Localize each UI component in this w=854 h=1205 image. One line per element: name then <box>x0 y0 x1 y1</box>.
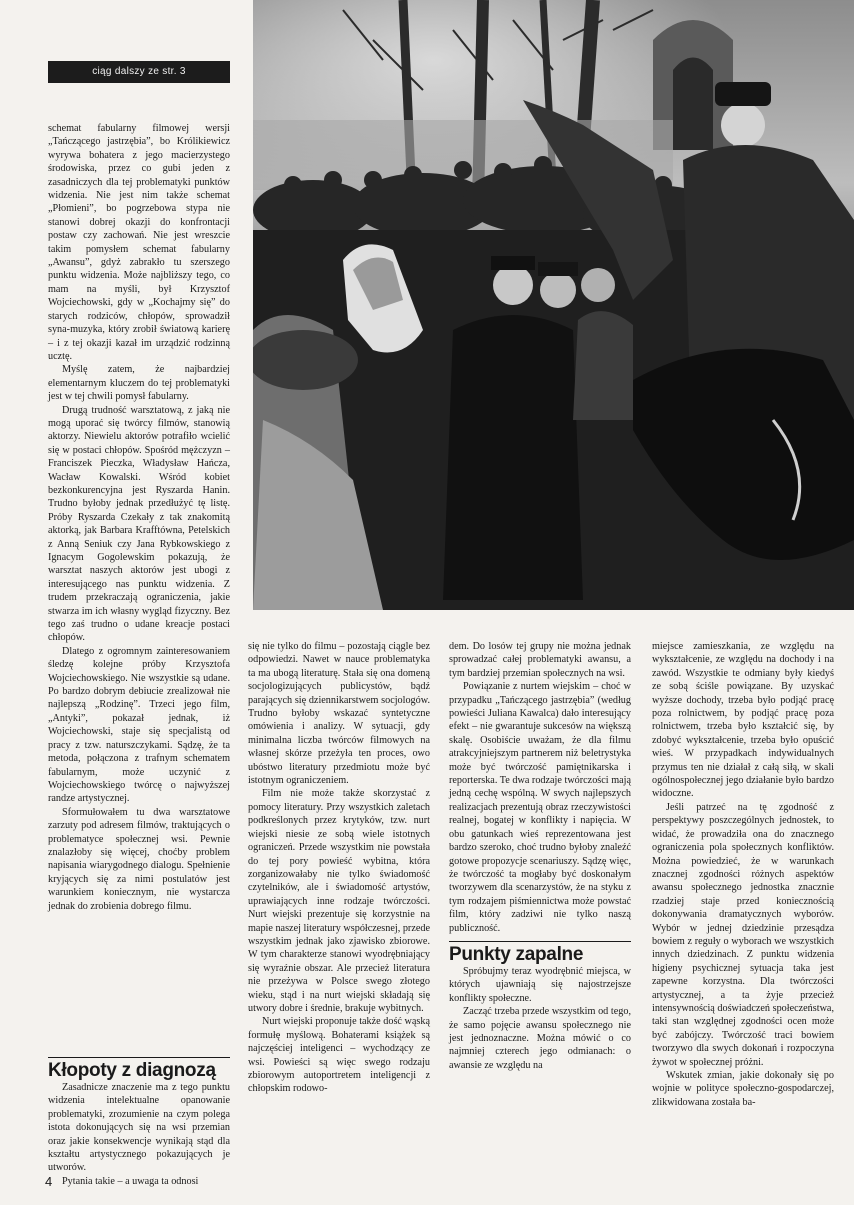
paragraph: Zacząć trzeba przede wszystkim od tego, że samo pojęcie awansu społecznego nie jest jednoznaczne. Można mówić o co najmniej czterech jego odmianach: o awansie ze względu na <box>449 1006 631 1071</box>
photo-illustration <box>253 0 854 610</box>
film-still-photo <box>253 0 854 610</box>
paragraph: Sformułowałem tu dwa warsztatowe zarzuty pod adresem filmów, traktujących o problematyce społecznej wsi. Pewnie znalazłoby się więcej, choćby problem napisania wiarygodnego dialogu. Spełnienie kryjących się za nimi postulatów jest warunkiem koniecznym, nie wystarcza jednak do zrobienia dobrego filmu. <box>48 806 230 912</box>
paragraph: Drugą trudność warsztatową, z jaką nie mogą uporać się twórcy filmów, stanowią aktorzy. Niewielu aktorów potrafiło wcielić się w postaci chłopów. Spośród mężczyzn – Franciszek Pieczka, Władysław Hańcza, Wacław Kowalski. Wśród kobiet bezkonkurencyjna jest Ryszarda Hanin. Trudno byłoby jednak przedłużyć tę listę. Próby Ryszarda Czekały z tak znakomitą aktorką, jak Barbara Krafftówna, Petelskich z Anną Seniuk czy Jana Rybkowskiego z Ignacym Gogolewskim pokazują, że warsztat naszych aktorów jest ubogi z interesującego nas punktu widzenia. Z trudem przekraczają ograniczenia, jakie stwarza im ich własny wygląd fizyczny. Bez tego zaś trudno o udane kreacje postaci chłopów. <box>48 404 230 644</box>
paragraph: schemat fabularny filmowej wersji „Tańczącego jastrzębia”, bo Królikiewicz wyrywa bohatera z jego macierzystego środowiska, przez co gubi jeden z zasadniczych dla tej problematyki punktów widzenia. Nie jest nim także schemat „Płomieni”, bo pogrzebowa stypa nie stanowi dobrej okazji do konfrontacji postaw czy zachowań. Nie jest wreszcie takim pomysłem schemat fabularny „Awansu”, gdyż zabrakło tu szerszego punktu widzenia. Może najbliższy tego, co mam na myśli, był Krzysztof Wojciechowski, gdy w „Kochajmy się” do starych rodziców, chłopów, sprowadził syna-muzyka, który zrobił światową karierę – i z tej okazji kazał im urządzić rodzinną ucztę. <box>48 123 230 362</box>
section-heading: Kłopoty z diagnozą <box>48 1060 216 1081</box>
paragraph: Zasadnicze znaczenie ma z tego punktu widzenia intelektualne opanowanie problematyki, zrozumienie na czym polega istota dokonujących się na wsi przemian oraz jakie konsekwencje wynikają stąd dla kształtu artystycznego pokazujących je utworów. <box>48 1082 230 1174</box>
column-2 <box>248 640 430 1096</box>
section-heading: Punkty zapalne <box>449 943 584 965</box>
paragraph: miejsce zamieszkania, ze względu na wykształcenie, ze względu na dochody i na zawód. Wszystkie te odmiany były kiedyś ze sobą ściśle powiązane. By uzyskać wyższe dochody, trzeba było podjąć pracę poza rolnictwem, by podjąć pracę poza rolnictwem, trzeba było kształcić się, by zdobyć wykształcenie, trzeba było opuścić wieś. W przypadkach indywidualnych przymus ten nie działał z całą siłą, w skali ogólnospołecznej jego działanie było bardzo widoczne. <box>652 641 834 800</box>
page-number: 4 <box>45 1174 53 1189</box>
paragraph: Pytania takie – a uwaga ta odnosi <box>62 1175 199 1187</box>
continued-banner: ciąg dalszy ze str. 3 <box>48 61 230 83</box>
paragraph: Film nie może także skorzystać z pomocy literatury. Przy wszystkich zaletach podkreślonych przez krytyków, tzw. nurt wiejski niesie ze sobą wiele istotnych ograniczeń. Przede wszystkim nie powstała do tej pory powieść wybitna, która zorganizowałaby nie tylko świadomość czytelników, ale i świadomość artystów, uprawiających inne rodzaje twórczości. Nurt wiejski prezentuje się korzystnie na mapie naszej literatury współczesnej, przede wszystkim jednak jako zjawisko zbiorowe. W tym charakterze stanowi wyodrębniający się wyraźnie obszar. Ale przecież literatura nie przeżywa w Polsce swego złotego wieku, stąd i na nurt wiejski składają się utwory dobre i średnie, brakuje wybitnych. <box>248 788 430 1014</box>
paragraph: Jeśli patrzeć na tę zgodność z perspektywy poszczególnych jednostek, to widać, że prowadziła ona do znacznego ograniczenia pola społecznych konfliktów. Można powiedzieć, że w warunkach znacznej zgodności różnych aspektów awansu społecznego jednostka znacznie rzadziej staje przed koniecznością dokonywania dramatycznych wyborów. Wybór w jednej dziedzinie przesądza bowiem z reguły o wyborach we wszystkich innych dziedzinach. Z punktu widzenia higieny psychicznej sytuacja taka jest zapewne korzystna. Dla twórczości artystycznej, a ta żyje przecież intensywnością doświadczeń społeczeństwa, taki stan względnej zgodności ocen może być zabójczy. Twórczość traci bowiem tworzywo dla swych dokonań i rozpoczyna żywot w społecznej próżni. <box>652 801 834 1068</box>
paragraph: Dlatego z ogromnym zainteresowaniem śledzę kolejne próby Krzysztofa Wojciechowskiego. Nie wszystkie są udane. Po bardzo dobrym debiucie zrealizował nie najlepszą „Rodzinę”. Trzeci jego film, „Antyki”, pokazał jednak, iż Wojciechowski, staje się specjalistą od pracy z tzw. naturszczykami. Sądzę, że ta metoda, połączona z trafnym schematem fabularnym, może uczynić z Wojciechowskiego twórcę o najwyższej randze artystycznej. <box>48 645 230 805</box>
column-1-bottom <box>48 1053 230 1188</box>
column-4 <box>652 640 834 1109</box>
paragraph: Spróbujmy teraz wyodrębnić miejsca, w których ujawniają się najostrzejsze konflikty społeczne. <box>449 965 631 1004</box>
paragraph: dem. Do losów tej grupy nie można jednak sprowadzać całej problematyki awansu, a tym bardziej przemian społecznych na wsi. <box>449 641 631 679</box>
paragraph: Wskutek zmian, jakie dokonały się po wojnie w polityce społeczno-gospodarczej, zlikwidowana została ba- <box>652 1070 834 1108</box>
paragraph: Powiązanie z nurtem wiejskim – choć w przypadku „Tańczącego jastrzębia” (według powieści Juliana Kawalca) dało interesujący efekt – nie gwarantuje sukcesów na większą skalę. Osobiście uważam, że dla filmu atrakcyjniejszym partnerem niż beletrystyka może być twórczość pamiętnikarska i reporterska. Te dwa rodzaje twórczości mają jedną cechę wspólną. W swych najlepszych realizacjach prezentują obraz rzeczywistości realnej, bogatej w konflikty i napięcia. W obu gatunkach wieś reprezentowana jest bardzo szeroko, choć trudno byłoby znaleźć gotowe propozycje scenariuszy. Sądzę więc, że twórczość ta mogłaby być doskonałym tworzywem dla scenarzystów, że na styku z tym rodzajem piśmiennictwa może powstać film, który zadziwi nie tylko naszą publiczność. <box>449 681 631 934</box>
column-3 <box>449 640 631 1072</box>
paragraph: Myślę zatem, że najbardziej elementarnym kluczem do tej problematyki jest w tej chwili pomysł fabularny. <box>48 364 230 403</box>
paragraph: Nurt wiejski proponuje także dość wąską formułę myślową. Bohaterami książek są najczęściej inteligenci – wychodzący ze wsi. Powieści są więc swego rodzaju zbiorowym autoportretem inteligencji z chłopskim rodowo- <box>248 1016 430 1095</box>
column-1 <box>48 122 230 913</box>
paragraph: się nie tylko do filmu – pozostają ciągle bez odpowiedzi. Nawet w nauce problematyka ta ma ubogą literaturę. Stała się ona domeną socjologizujących publicystów, bądź parających się dziennikarstwem socjologów. Trudno byłoby wskazać syntetyczne omówienia i analizy. W sytuacji, gdy minimalna liczba twórców filmowych na własnej skórze przeżyła ten proces, owo ubóstwo literatury przedmiotu może być istotnym ograniczeniem. <box>248 641 430 787</box>
